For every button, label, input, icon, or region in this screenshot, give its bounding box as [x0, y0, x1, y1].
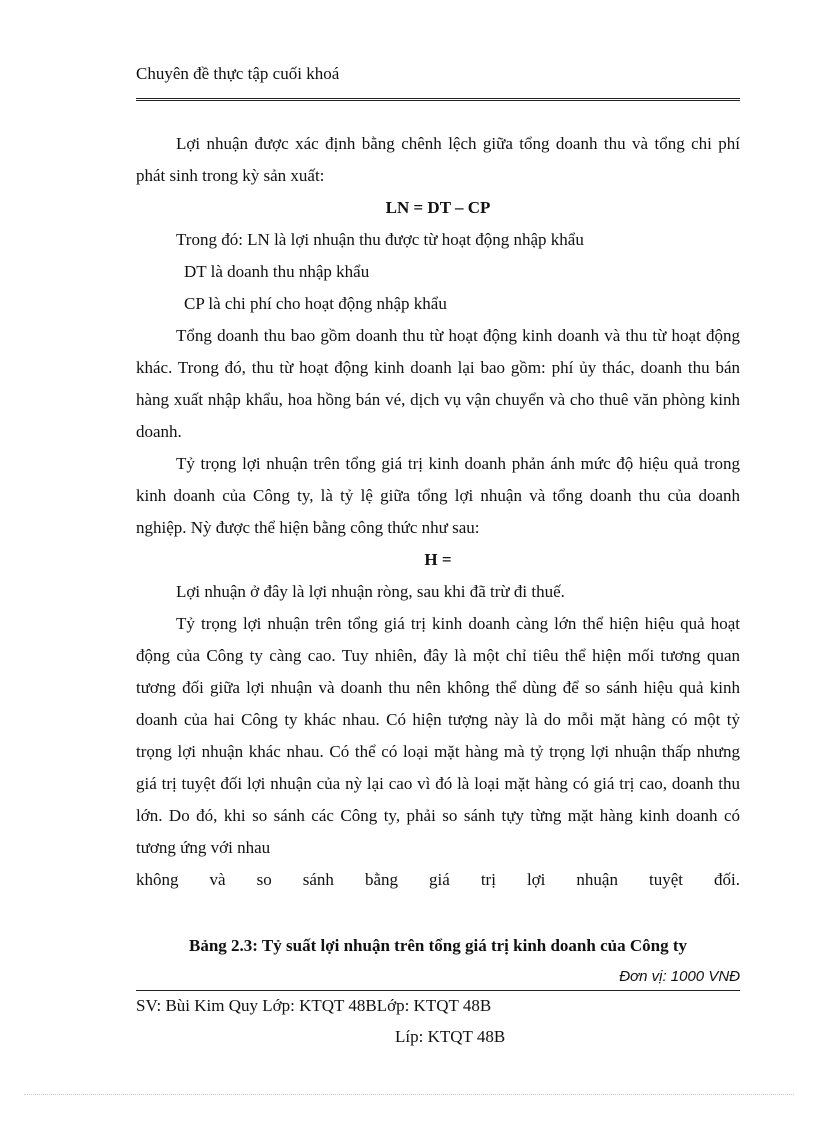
paragraph-where: Trong đó: LN là lợi nhuận thu được từ hoạt động nhập khẩu: [176, 230, 584, 249]
table-caption: Bảng 2.3: Tỷ suất lợi nhuận trên tổng giá trị kinh doanh của Công ty: [189, 936, 687, 955]
footer-class: Líp: KTQT 48B: [395, 1027, 506, 1046]
table-unit: Đơn vị: 1000 VNĐ: [619, 968, 740, 985]
footer-student-class: SV: Bùi Kim Quy Lớp: KTQT 48BLớp: KTQT 48B: [136, 996, 492, 1015]
formula-ln: LN = DT – CP: [385, 198, 491, 217]
paragraph-cp-definition: CP là chi phí cho hoạt động nhập khẩu: [184, 294, 447, 313]
page-bottom-dotted-border: [24, 1094, 794, 1095]
paragraph-ratio-comparison-last-line: không và so sánh bằng giá trị lợi nhuận tuyệt đối.: [136, 870, 740, 889]
body-text: [136, 128, 740, 896]
paragraph-total-revenue: Tổng doanh thu bao gồm doanh thu từ hoạt động kinh doanh và thu từ hoạt động khác. Trong đó, thu từ hoạt động kinh doanh lại bao gồm: phí ủy thác, doanh thu bán hàng xuất nhập khẩu, hoa hồng bán vé, dịch vụ vận chuyển và cho thuê văn phòng kinh doanh.: [136, 326, 740, 441]
paragraph-dt-definition: DT là doanh thu nhập khẩu: [184, 262, 370, 281]
page-header-title: Chuyên đề thực tập cuối khoá: [136, 64, 340, 83]
paragraph-net-profit: Lợi nhuận ở đây là lợi nhuận ròng, sau khi đã trừ đi thuế.: [176, 582, 565, 601]
footer-rule: [136, 990, 740, 991]
header-double-rule: [136, 98, 740, 101]
paragraph-ratio-comparison: Tỷ trọng lợi nhuận trên tổng giá trị kinh doanh càng lớn thể hiện hiệu quả hoạt động của Công ty càng cao. Tuy nhiên, đây là một chỉ tiêu thể hiện mối tương quan tương đối giữa lợi nhuận và doanh thu nên không thể dùng để so sánh hiệu quả kinh doanh của hai Công ty khác nhau. Có hiện tượng này là do mỗi mặt hàng có một tỷ trọng lợi nhuận khác nhau. Có thể có loại mặt hàng mà tỷ trọng lợi nhuận thấp nhưng giá trị tuyệt đối lợi nhuận của nỳ lại cao vì đó là loại mặt hàng có giá trị cao, doanh thu lớn. Do đó, khi so sánh các Công ty, phải so sánh tựy từng mặt hàng kinh doanh có tương ứng với nhau: [136, 614, 740, 857]
paragraph-profit-ratio: Tỷ trọng lợi nhuận trên tổng giá trị kinh doanh phản ánh mức độ hiệu quả trong kinh doanh của Công ty, là tỷ lệ giữa tổng lợi nhuận và tổng doanh thu của doanh nghiệp. Nỳ được thể hiện bằng công thức như sau:: [136, 454, 740, 537]
formula-h: H =: [424, 550, 452, 569]
paragraph-profit-definition: Lợi nhuận được xác định bằng chênh lệch giữa tổng doanh thu và tổng chi phí phát sinh trong kỳ sản xuất:: [136, 134, 740, 185]
